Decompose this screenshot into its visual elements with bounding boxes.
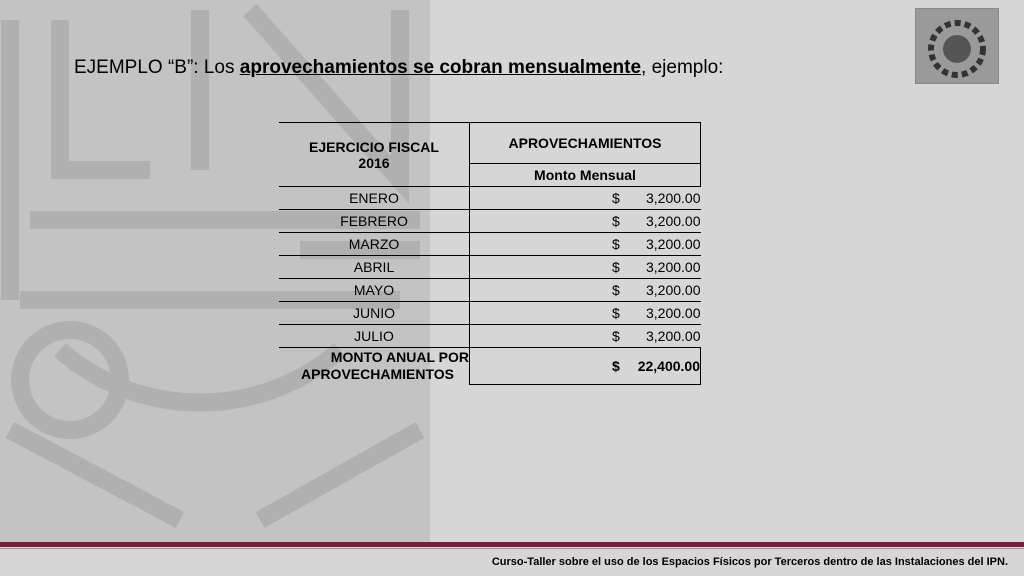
slide-title: [74, 57, 723, 79]
table-row: [279, 279, 701, 302]
total-currency: $: [612, 357, 620, 374]
currency-symbol: $: [612, 259, 620, 275]
header-left-line1: EJERCICIO FISCAL: [309, 138, 439, 155]
amount-cell: [470, 256, 701, 279]
month-cell: MARZO: [279, 233, 470, 256]
amount-value: 3,200.00: [646, 328, 701, 344]
currency-symbol: $: [612, 190, 620, 206]
total-amount-cell: [470, 348, 701, 385]
table-row: [279, 210, 701, 233]
ipn-logo: [915, 8, 999, 84]
amount-cell: [470, 233, 701, 256]
footer-caption: Curso-Taller sobre el uso de los Espacios Físicos por Terceros dentro de las Instalaciones del IPN.: [491, 556, 1008, 568]
amount-value: 3,200.00: [646, 259, 701, 275]
footer-accent-bar: [0, 542, 1024, 547]
amount-cell: [470, 302, 701, 325]
month-cell: FEBRERO: [279, 210, 470, 233]
header-aprovechamientos: APROVECHAMIENTOS: [470, 123, 701, 164]
amount-cell: [470, 210, 701, 233]
header-left-line2: 2016: [358, 154, 390, 171]
month-cell: ABRIL: [279, 256, 470, 279]
table-row: [279, 233, 701, 256]
amount-value: 3,200.00: [646, 236, 701, 252]
header-ejercicio-fiscal: [279, 123, 470, 187]
title-suffix: , ejemplo:: [641, 57, 724, 78]
aprovechamientos-table: [279, 122, 701, 385]
total-label-line1: MONTO ANUAL POR: [330, 349, 469, 365]
footer-divider: [0, 548, 1024, 549]
month-cell: ENERO: [279, 187, 470, 210]
total-row: [279, 348, 701, 385]
table-row: [279, 302, 701, 325]
total-amount: 22,400.00: [637, 357, 700, 374]
currency-symbol: $: [612, 236, 620, 252]
month-cell: JUNIO: [279, 302, 470, 325]
table-row: [279, 256, 701, 279]
amount-cell: [470, 279, 701, 302]
total-label-line2: APROVECHAMIENTOS: [301, 366, 454, 382]
amount-cell: [470, 325, 701, 348]
amount-value: 3,200.00: [646, 305, 701, 321]
month-cell: JULIO: [279, 325, 470, 348]
currency-symbol: $: [612, 213, 620, 229]
total-label: [279, 348, 470, 385]
ipn-gear-icon: [916, 9, 998, 83]
table-row: [279, 325, 701, 348]
title-prefix: EJEMPLO “B”: Los: [74, 57, 240, 78]
table-row: [279, 187, 701, 210]
amount-value: 3,200.00: [646, 190, 701, 206]
header-monto-mensual: Monto Mensual: [470, 164, 701, 187]
amount-value: 3,200.00: [646, 213, 701, 229]
title-emphasis: aprovechamientos se cobran mensualmente: [239, 57, 642, 78]
currency-symbol: $: [612, 305, 620, 321]
amount-cell: [470, 187, 701, 210]
currency-symbol: $: [612, 282, 620, 298]
month-cell: MAYO: [279, 279, 470, 302]
currency-symbol: $: [612, 328, 620, 344]
amount-value: 3,200.00: [646, 282, 701, 298]
